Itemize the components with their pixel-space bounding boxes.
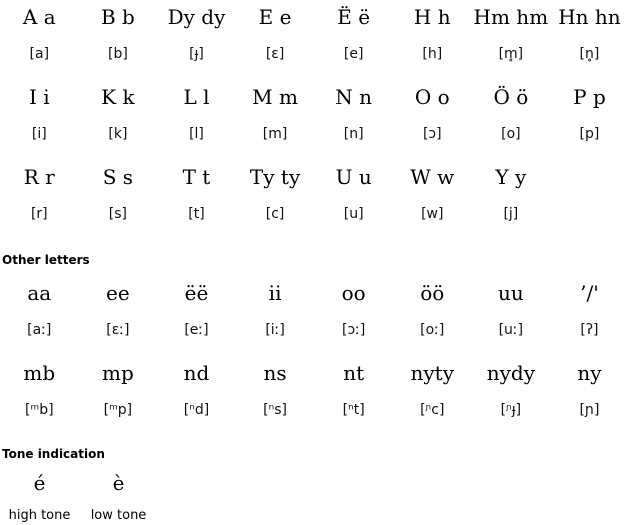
other-letter: ’/': [580, 281, 599, 305]
alphabet-ipa: [h]: [422, 46, 443, 62]
alphabet-letter: H h: [413, 5, 451, 29]
alphabet-letter: B b: [100, 5, 135, 29]
alphabet-ipa: [a]: [29, 46, 50, 62]
other-ipa: [ᵐb]: [25, 402, 54, 418]
alphabet-ipa: [c]: [265, 206, 285, 222]
other-letter: ëë: [184, 281, 209, 305]
alphabet-ipa: [ɛ]: [265, 46, 285, 62]
alphabet-ipa: [n]: [343, 126, 364, 142]
tone-item: [79, 472, 158, 523]
other-ipa: [iː]: [265, 322, 285, 338]
tone-label: low tone: [90, 508, 147, 523]
alphabet-letter: L l: [183, 85, 210, 109]
alphabet-ipa: [l]: [189, 126, 204, 142]
other-ipa: [ɔː]: [342, 322, 366, 338]
alphabet-letter: Y y: [495, 165, 527, 189]
alphabet-ipa: [s]: [108, 206, 127, 222]
tone-row: [0, 472, 158, 523]
other-ipa: [ʔ]: [580, 322, 599, 338]
alphabet-letter: Dy dy: [167, 5, 226, 29]
other-letter: uu: [497, 281, 524, 305]
tone-label: high tone: [8, 508, 71, 523]
other-letters-heading: Other letters: [2, 253, 90, 267]
other-letter: mb: [23, 361, 56, 385]
alphabet-letter: Ë ë: [337, 5, 371, 29]
alphabet-letter: M m: [252, 85, 298, 109]
other-letter: nd: [183, 361, 210, 385]
alphabet-letter: P p: [573, 85, 606, 109]
other-ipa: [ᶮɟ]: [500, 402, 522, 418]
alphabet-ipa: [u]: [343, 206, 364, 222]
other-letter: nt: [343, 361, 365, 385]
alphabet-ipa: [t]: [188, 206, 205, 222]
other-ipa: [aː]: [27, 322, 52, 338]
other-letter: öö: [420, 281, 445, 305]
alphabet-letter: Hm hm: [473, 5, 549, 29]
other-letter: ii: [268, 281, 282, 305]
alphabet-ipa: [n̥]: [579, 46, 600, 62]
alphabet-letter: Ty ty: [249, 165, 301, 189]
alphabet-ipa: [k]: [108, 126, 128, 142]
other-ipa: [ᵐp]: [103, 402, 133, 418]
alphabet-letter: T t: [182, 165, 211, 189]
alphabet-letter: N n: [335, 85, 373, 109]
alphabet-ipa: [j]: [503, 206, 519, 222]
empty-cell: [550, 164, 629, 204]
other-letter: aa: [27, 281, 52, 305]
alphabet-ipa: [p]: [579, 126, 600, 142]
alphabet-ipa: [m̥]: [498, 46, 524, 62]
alphabet-letter: R r: [23, 165, 55, 189]
tone-mark: è: [112, 471, 125, 495]
other-ipa: [oː]: [420, 322, 445, 338]
other-ipa: [uː]: [498, 322, 524, 338]
other-ipa: [eː]: [184, 322, 209, 338]
tone-heading: Tone indication: [2, 447, 105, 461]
other-letters-grid: [0, 280, 629, 440]
alphabet-letter: Ö ö: [493, 85, 529, 109]
other-letter: ny: [577, 361, 602, 385]
other-letter: mp: [102, 361, 134, 385]
alphabet-ipa: [b]: [107, 46, 128, 62]
alphabet-letter: W w: [410, 165, 455, 189]
alphabet-letter: Hn hn: [558, 5, 621, 29]
alphabet-letter: I i: [28, 85, 50, 109]
alphabet-letter: E e: [258, 5, 292, 29]
tone-item: [0, 472, 79, 523]
alphabet-ipa: [o]: [501, 126, 521, 142]
other-ipa: [ɛː]: [106, 322, 130, 338]
alphabet-ipa: [ɟ]: [189, 46, 204, 62]
alphabet-ipa: [ɔ]: [422, 126, 442, 142]
other-letter: nydy: [486, 361, 535, 385]
other-ipa: [ᶮc]: [420, 402, 445, 418]
alphabet-grid: [0, 4, 629, 244]
alphabet-letter: U u: [335, 165, 372, 189]
other-letter: oo: [341, 281, 366, 305]
alphabet-ipa: [w]: [421, 206, 444, 222]
tone-mark: é: [33, 471, 46, 495]
alphabet-letter: K k: [101, 85, 135, 109]
alphabet-ipa: [m]: [262, 126, 288, 142]
empty-cell: [550, 204, 629, 244]
other-letter: ee: [106, 281, 130, 305]
alphabet-ipa: [e]: [343, 46, 364, 62]
other-ipa: [ⁿt]: [342, 402, 365, 418]
alphabet-ipa: [r]: [30, 206, 48, 222]
other-ipa: [ⁿd]: [183, 402, 210, 418]
alphabet-letter: O o: [414, 85, 450, 109]
other-letter: nyty: [410, 361, 455, 385]
alphabet-ipa: [i]: [31, 126, 47, 142]
alphabet-letter: A a: [22, 5, 56, 29]
alphabet-letter: S s: [102, 165, 134, 189]
other-ipa: [ɲ]: [579, 402, 600, 418]
other-letter: ns: [263, 361, 287, 385]
other-ipa: [ⁿs]: [263, 402, 287, 418]
